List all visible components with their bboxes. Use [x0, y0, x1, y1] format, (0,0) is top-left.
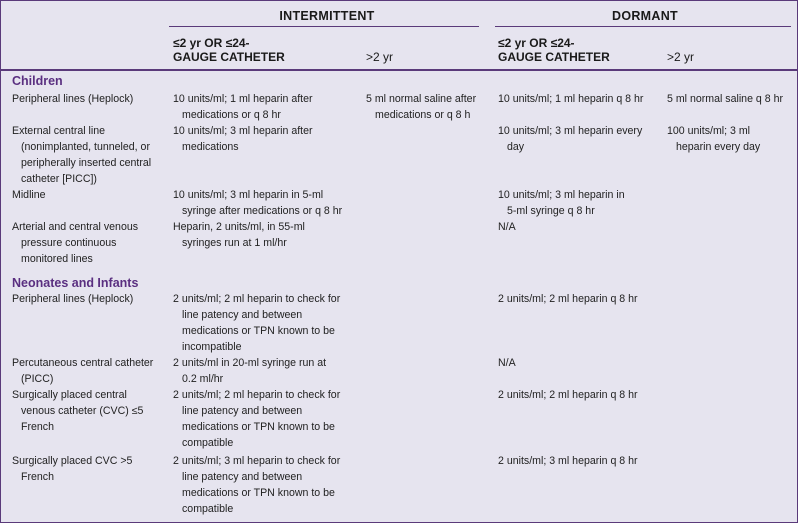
cell-line: 10 units/ml; 1 ml heparin after [173, 93, 313, 105]
cell-line: 2 units/ml in 20-ml syringe run at [173, 357, 327, 369]
cell-label-row6 [12, 355, 164, 387]
cell-int-small-row2 [173, 123, 361, 155]
cell-line: Surgically placed central [12, 389, 127, 401]
cell-line: venous catheter (CVC) ≤5 [21, 405, 144, 417]
cell-line: Arterial and central venous [12, 221, 139, 233]
cell-dor-small-row4 [498, 219, 663, 235]
cell-dor-large-row2 [667, 123, 795, 155]
cell-label-row3 [12, 187, 164, 203]
cell-line: syringe after medications or q 8 hr [182, 205, 343, 217]
cell-line: medications or q 8 h [375, 109, 471, 121]
cell-line: N/A [498, 357, 516, 369]
cell-label-row2 [12, 123, 164, 187]
header-intermittent: INTERMITTENT [279, 9, 375, 23]
cell-line: French [21, 471, 54, 483]
header-intermittent-rule [169, 26, 479, 27]
cell-line: Midline [12, 189, 46, 201]
cell-line: 5 ml normal saline q 8 hr [667, 93, 783, 105]
cell-int-small-row3 [173, 187, 361, 219]
cell-int-small-row6 [173, 355, 361, 387]
header-dormant: DORMANT [612, 9, 678, 23]
cell-line: 10 units/ml; 1 ml heparin q 8 hr [498, 93, 644, 105]
cell-dor-small-row5 [498, 291, 663, 307]
cell-line: compatible [182, 437, 234, 449]
colhead-dor-small [498, 36, 610, 64]
cell-line: 2 units/ml; 3 ml heparin q 8 hr [498, 455, 638, 467]
cell-int-small-row4 [173, 219, 361, 251]
cell-label-row8 [12, 453, 164, 485]
cell-line: 10 units/ml; 3 ml heparin every [498, 125, 643, 137]
colhead-int-large: >2 yr [366, 50, 394, 64]
cell-line: 2 units/ml; 2 ml heparin q 8 hr [498, 389, 638, 401]
cell-line: 100 units/ml; 3 ml [667, 125, 751, 137]
colhead-dor-small-line1: ≤2 yr OR ≤24- [498, 36, 575, 50]
colhead-int-small-line1: ≤2 yr OR ≤24- [173, 36, 250, 50]
cell-dor-large-row1 [667, 91, 795, 107]
colhead-dor-large: >2 yr [667, 50, 695, 64]
cell-line: incompatible [182, 341, 242, 353]
cell-line: 2 units/ml; 2 ml heparin q 8 hr [498, 293, 638, 305]
cell-label-row4 [12, 219, 164, 267]
cell-line: medications or TPN known to be [182, 325, 335, 337]
cell-line: compatible [182, 503, 234, 515]
cell-line: heparin every day [676, 141, 761, 153]
colhead-int-small-line2: GAUGE CATHETER [173, 50, 285, 64]
cell-line: medications [182, 141, 239, 153]
cell-line: External central line [12, 125, 106, 137]
cell-line: Surgically placed CVC >5 [12, 455, 133, 467]
cell-line: 2 units/ml; 3 ml heparin to check for [173, 455, 341, 467]
cell-line: Peripheral lines (Heplock) [12, 93, 134, 105]
cell-int-small-row7 [173, 387, 361, 451]
section-children: Children [12, 74, 63, 88]
colhead-int-small [173, 36, 285, 64]
cell-line: 2 units/ml; 2 ml heparin to check for [173, 293, 341, 305]
cell-line: 5 ml normal saline after [366, 93, 477, 105]
cell-dor-small-row3 [498, 187, 663, 219]
cell-line: Heparin, 2 units/ml, in 55-ml [173, 221, 305, 233]
cell-int-large-row1 [366, 91, 494, 123]
cell-line: N/A [498, 221, 516, 233]
cell-int-small-row1 [173, 91, 361, 123]
cell-line: monitored lines [21, 253, 93, 265]
cell-line: (nonimplanted, tunneled, or [21, 141, 150, 153]
colhead-dor-small-line2: GAUGE CATHETER [498, 50, 610, 64]
cell-line: pressure continuous [21, 237, 117, 249]
cell-dor-small-row6 [498, 355, 663, 371]
cell-line: line patency and between [182, 405, 303, 417]
cell-dor-small-row7 [498, 387, 663, 403]
header-dormant-rule [495, 26, 791, 27]
cell-int-small-row5 [173, 291, 361, 355]
cell-line: (PICC) [21, 373, 54, 385]
cell-line: day [507, 141, 525, 153]
cell-line: syringes run at 1 ml/hr [182, 237, 287, 249]
cell-line: 10 units/ml; 3 ml heparin in [498, 189, 625, 201]
cell-dor-small-row8 [498, 453, 663, 469]
cell-line: medications or TPN known to be [182, 421, 335, 433]
cell-line: line patency and between [182, 471, 303, 483]
cell-line: medications or q 8 hr [182, 109, 281, 121]
cell-line: medications or TPN known to be [182, 487, 335, 499]
cell-label-row1 [12, 91, 164, 107]
cell-dor-small-row2 [498, 123, 663, 155]
cell-line: 0.2 ml/hr [182, 373, 224, 385]
cell-dor-small-row1 [498, 91, 663, 107]
header-rule [1, 69, 797, 71]
cell-line: 10 units/ml; 3 ml heparin after [173, 125, 313, 137]
cell-line: 2 units/ml; 2 ml heparin to check for [173, 389, 341, 401]
cell-line: Percutaneous central catheter [12, 357, 154, 369]
cell-label-row5 [12, 291, 164, 307]
cell-line: French [21, 421, 54, 433]
cell-line: 5-ml syringe q 8 hr [507, 205, 595, 217]
cell-label-row7 [12, 387, 164, 435]
section-neonates: Neonates and Infants [12, 276, 139, 290]
cell-line: 10 units/ml; 3 ml heparin in 5-ml [173, 189, 324, 201]
cell-line: Peripheral lines (Heplock) [12, 293, 134, 305]
cell-line: line patency and between [182, 309, 303, 321]
cell-line: catheter [PICC]) [21, 173, 97, 185]
cell-line: peripherally inserted central [21, 157, 152, 169]
cell-int-small-row8 [173, 453, 361, 517]
